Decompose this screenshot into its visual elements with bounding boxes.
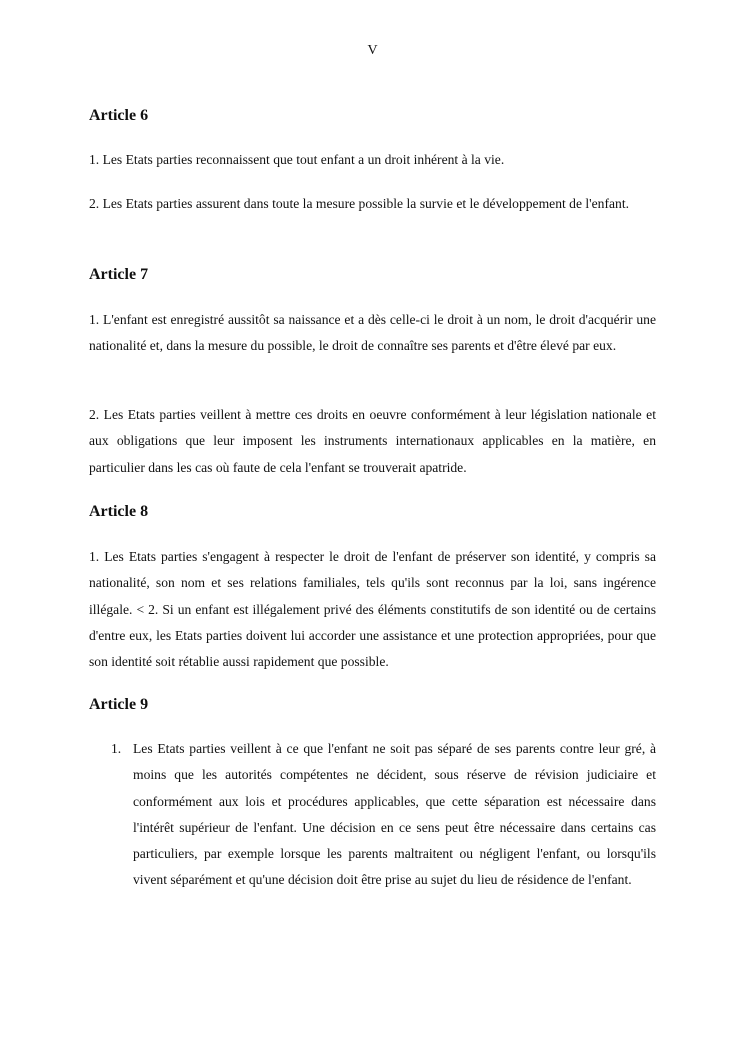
list-marker: 1.: [111, 741, 122, 756]
article-7-paragraph-2: 2. Les Etats parties veillent à mettre ces droits en oeuvre conformément à leur législation nationale et aux obligations que leur imposent les instruments internationaux applicables en la matière, en particulier dans les cas où faute de cela l'enfant se trouverait apatride.: [89, 407, 656, 475]
article-7-paragraph-1: 1. L'enfant est enregistré aussitôt sa naissance et a dès celle-ci le droit à un nom, le droit d'acquérir une nationalité et, dans la mesure du possible, le droit de connaître ses parents et d'être élevé par eux.: [89, 312, 656, 354]
article-6-paragraph-1: 1. Les Etats parties reconnaissent que tout enfant a un droit inhérent à la vie.: [89, 152, 505, 167]
article-6-heading: Article 6: [89, 107, 149, 124]
article-7-heading: Article 7: [89, 266, 149, 283]
page-number: V: [367, 43, 378, 58]
list-item-text: Les Etats parties veillent à ce que l'enfant ne soit pas séparé de ses parents contre leur gré, à moins que les autorités compétentes ne décident, sous réserve de révision judiciaire et conformément aux lois et procédures applicables, que cette séparation est nécessaire dans l'intérêt supérieur de l'enfant. Une décision en ce sens peut être nécessaire dans certains cas particuliers, par exemple lorsque les parents maltraitent ou négligent l'enfant, ou lorsqu'ils vivent séparément et qu'une décision doit être prise au sujet du lieu de résidence de l'enfant.: [133, 741, 656, 888]
article-8-paragraph-1: 1. Les Etats parties s'engagent à respecter le droit de l'enfant de préserver son identité, y compris sa nationalité, son nom et ses relations familiales, tels qu'ils sont reconnus par la loi, sans ingérence illégale. < 2. Si un enfant est illégalement privé des éléments constitutifs de son identité ou de certains d'entre eux, les Etats parties doivent lui accorder une assistance et une protection appropriées, pour que son identité soit rétablie aussi rapidement que possible.: [89, 549, 656, 670]
article-8-heading: Article 8: [89, 503, 149, 520]
article-9-list-item-1: [111, 736, 656, 894]
article-9-heading: Article 9: [89, 696, 149, 713]
article-6-paragraph-2: 2. Les Etats parties assurent dans toute la mesure possible la survie et le développement de l'enfant.: [89, 196, 629, 211]
